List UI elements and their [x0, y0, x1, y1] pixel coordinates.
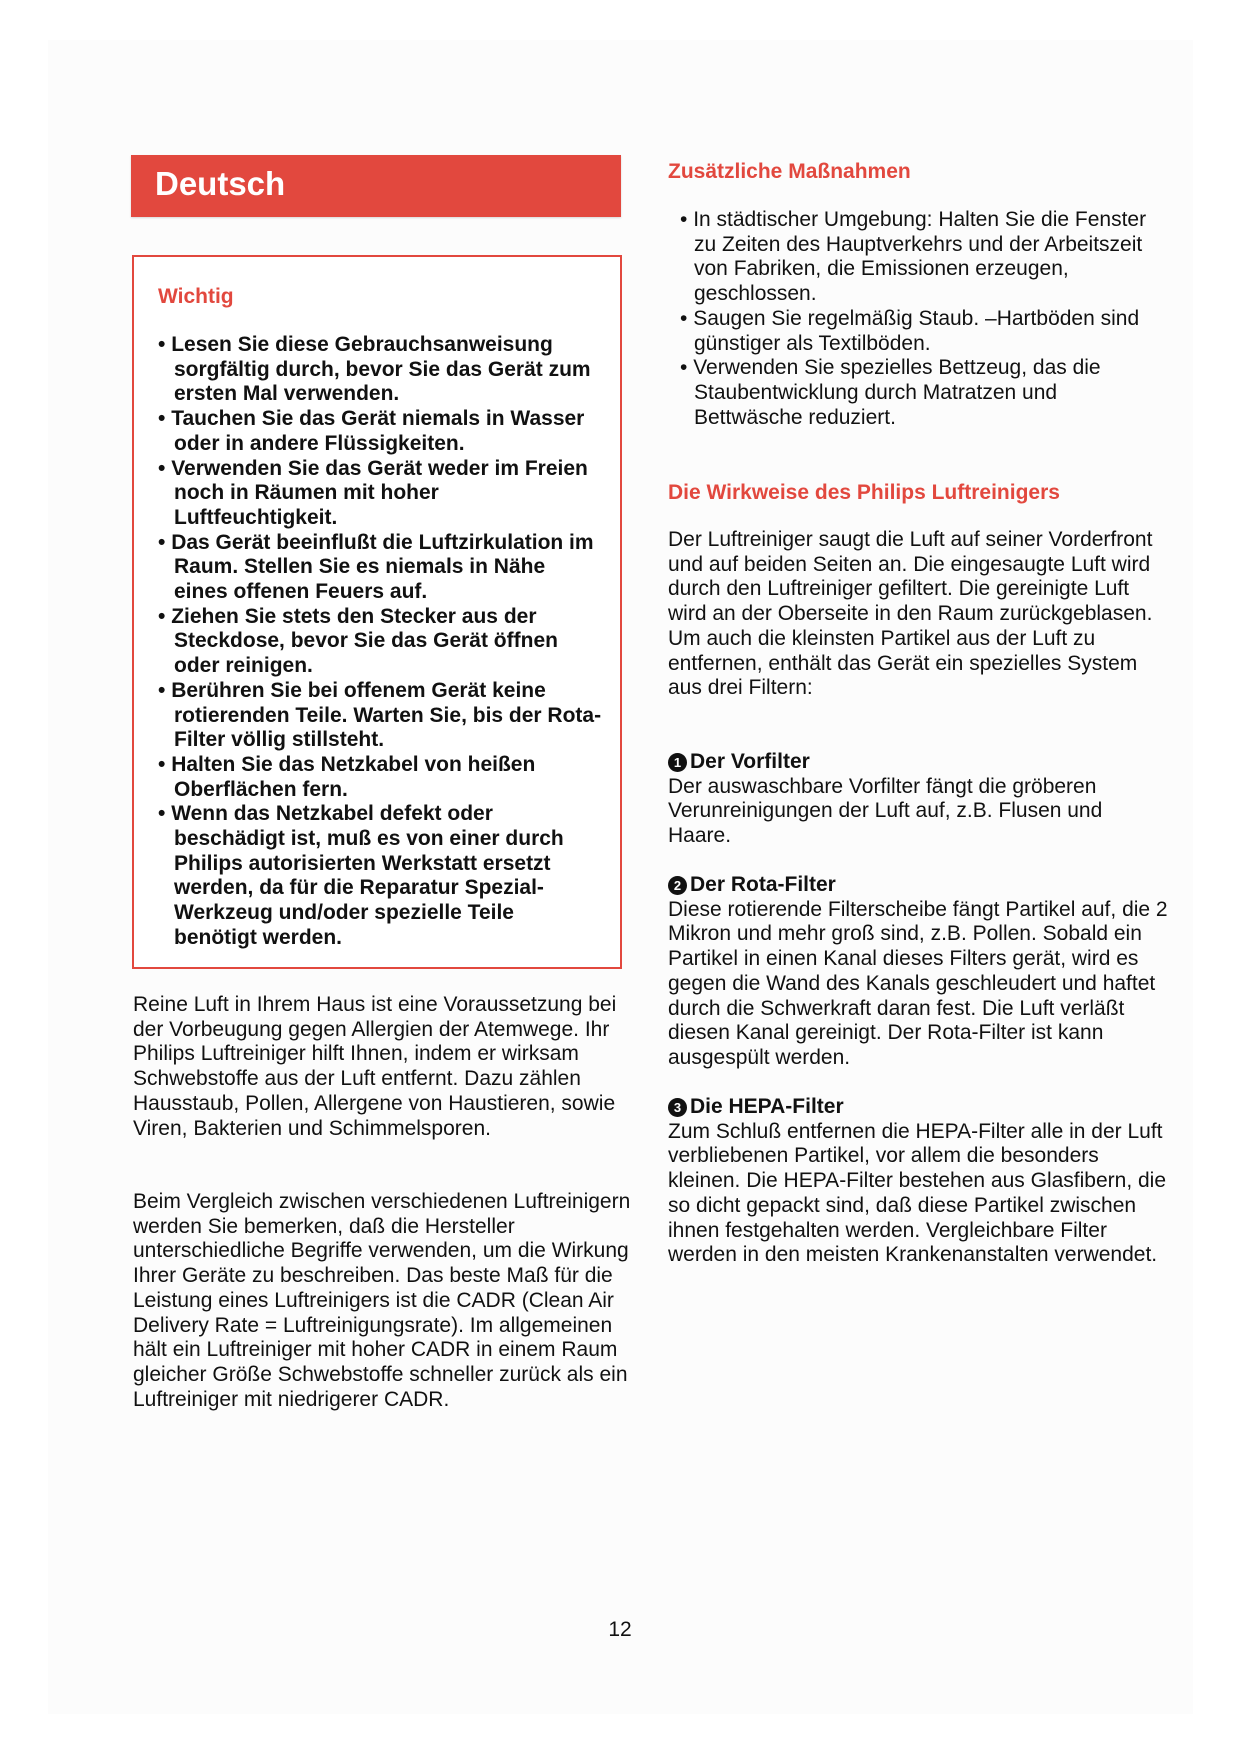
filter-title: Die HEPA-Filter — [690, 1095, 844, 1118]
important-item: • Ziehen Sie stets den Stecker aus der Steckdose, bevor Sie das Gerät öffnen oder reinigen. — [158, 605, 602, 679]
important-notice-box — [132, 255, 622, 969]
important-item: • Halten Sie das Netzkabel von heißen Oberflächen fern. — [158, 753, 602, 802]
filter-description: Zum Schluß entfernen die HEPA-Filter alle in der Luft verbliebenen Partikel, vor allem die besonders kleinen. Die HEPA-Filter bestehen aus Glasfibern, die so dicht gepackt sind, daß diese Partikel zwischen ihnen festgehalten werden. Vergleichbare Filter werden in den meisten Krankenanstalten verwendet. — [668, 1119, 1167, 1267]
important-item: • Berühren Sie bei offenem Gerät keine rotierenden Teile. Warten Sie, bis der Rota-Filter völlig stillsteht. — [158, 679, 602, 753]
number-three-icon: 3 — [668, 1098, 687, 1117]
filter-description: Der auswaschbare Vorfilter fängt die gröberen Verunreinigungen der Luft auf, z.B. Flusen und Haare. — [668, 774, 1103, 848]
filter-heading — [668, 750, 1168, 775]
important-item: • Wenn das Netzkabel defekt oder beschädigt ist, muß es von einer durch Philips autorisierten Werkstatt ersetzt werden, da für die Reparatur Spezial-Werkzeug und/oder spezielle Teile benötigt werden. — [158, 802, 602, 950]
function-title: Die Wirkweise des Philips Luftreinigers — [668, 481, 1060, 504]
intro-paragraph-1: Reine Luft in Ihrem Haus ist eine Voraussetzung bei der Vorbeugung gegen Allergien der Atemwege. Ihr Philips Luftreiniger hilft Ihnen, indem er wirksam Schwebstoffe aus der Luft entfernt. Dazu zählen Hausstaub, Pollen, Allergene von Haustieren, sowie Viren, Bakterien und Schimmelsporen. — [133, 993, 617, 1140]
additional-measure-item: • In städtischer Umgebung: Halten Sie die Fenster zu Zeiten des Hauptverkehrs und der Arbeitszeit von Fabriken, die Emissionen erzeugen, geschlossen. — [668, 208, 1168, 307]
intro-paragraph-2: Beim Vergleich zwischen verschiedenen Luftreinigern werden Sie bemerken, daß die Hersteller unterschiedliche Begriffe verwenden, um die Wirkung Ihrer Geräte zu beschreiben. Das beste Maß für die Leistung eines Luftreinigers ist die CADR (Clean Air Delivery Rate = Luftreinigungsrate). Im allgemeinen hält ein Luftreiniger mit hoher CADR in einem Raum gleicher Größe Schwebstoffe schneller zurück als ein Luftreiniger mit niedrigerer CADR. — [133, 1190, 631, 1411]
additional-measure-item: • Verwenden Sie spezielles Bettzeug, das die Staubentwicklung durch Matratzen und Bettwäsche reduziert. — [668, 356, 1168, 430]
additional-measure-item: • Saugen Sie regelmäßig Staub. –Hartböden sind günstiger als Textilböden. — [668, 307, 1168, 356]
filter-section-hepa — [668, 1095, 1168, 1268]
number-two-icon: 2 — [668, 876, 687, 895]
important-item: • Das Gerät beeinflußt die Luftzirkulation im Raum. Stellen Sie es niemals in Nähe eines offenen Feuers auf. — [158, 531, 602, 605]
important-item: • Verwenden Sie das Gerät weder im Freien noch in Räumen mit hoher Luftfeuchtigkeit. — [158, 457, 602, 531]
filter-heading — [668, 873, 1168, 898]
additional-measures-list — [668, 208, 1168, 430]
filter-title: Der Vorfilter — [690, 750, 810, 773]
language-banner: Deutsch — [131, 155, 621, 217]
important-item: • Tauchen Sie das Gerät niemals in Wasser oder in andere Flüssigkeiten. — [158, 407, 602, 456]
filter-title: Der Rota-Filter — [690, 873, 836, 896]
number-one-icon: 1 — [668, 753, 687, 772]
function-paragraph: Der Luftreiniger saugt die Luft auf seiner Vorderfront und auf beiden Seiten an. Die eingesaugte Luft wird durch den Luftreiniger gefiltert. Die gereinigte Luft wird an der Oberseite in den Raum zurückgeblasen. Um auch die kleinsten Partikel aus der Luft zu entfernen, enthält das Gerät ein spezielles System aus drei Filtern: — [668, 528, 1153, 700]
filter-section-prefilter — [668, 750, 1168, 849]
important-title: Wichtig — [158, 285, 234, 308]
filter-section-rota — [668, 873, 1168, 1071]
important-list — [158, 333, 602, 951]
filter-heading — [668, 1095, 1168, 1120]
page-number: 12 — [608, 1618, 632, 1641]
filter-description: Diese rotierende Filterscheibe fängt Partikel auf, die 2 Mikron und mehr groß sind, z.B. Pollen. Sobald ein Partikel in einen Kanal dieses Filters gerät, wird es gegen die Wand des Kanals geschleudert und haftet durch die Schwerkraft daran fest. Die Luft verläßt diesen Kanal gereinigt. Der Rota-Filter ist kann ausgespült werden. — [668, 897, 1168, 1069]
important-item: • Lesen Sie diese Gebrauchsanweisung sorgfältig durch, bevor Sie das Gerät zum ersten Mal verwenden. — [158, 333, 602, 407]
additional-measures-title: Zusätzliche Maßnahmen — [668, 160, 911, 183]
